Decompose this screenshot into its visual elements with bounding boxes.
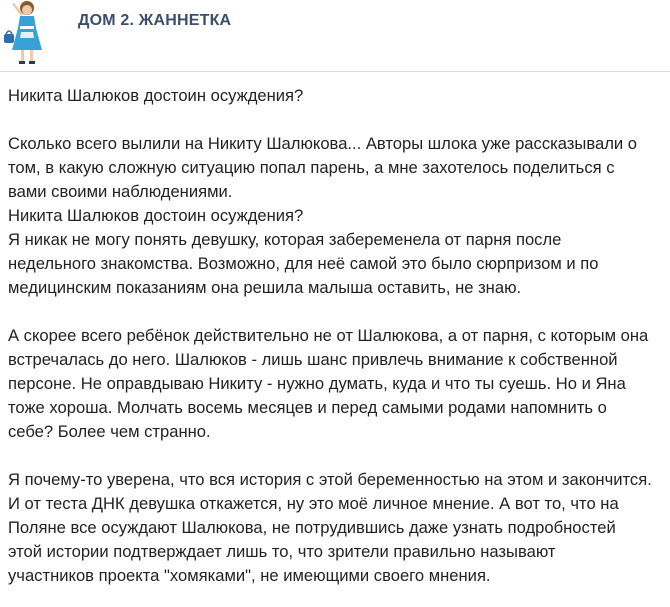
article-line: том, в какую сложную ситуацию попал парень, а мне захотелось поделиться с <box>8 158 615 177</box>
paragraph-gap <box>8 444 664 468</box>
article-line: участников проекта "хомяками", не имеющими своего мнения. <box>8 566 491 585</box>
channel-header <box>0 0 670 72</box>
paragraph-gap <box>8 108 664 132</box>
article-line: вами своими наблюдениями. <box>8 182 233 201</box>
article-line: встречалась до него. Шалюков - лишь шанс привлечь внимание к собственной <box>8 350 618 369</box>
article-line: Я никак не могу понять девушку, которая забеременела от парня после <box>8 230 562 249</box>
channel-title[interactable]: ДОМ 2. ЖАННЕТКА <box>78 12 232 29</box>
article-body <box>8 84 664 588</box>
article-line: этой истории подтверждает лишь то, что зрители правильно называют <box>8 542 556 561</box>
article-line: Никита Шалюков достоин осуждения? <box>8 86 304 105</box>
article-line: медицинским показаниям она решила малыша оставить, не знаю. <box>8 278 522 297</box>
article-line: Я почему-то уверена, что вся история с этой беременностью на этом и закончится. <box>8 470 652 489</box>
article-line: И от теста ДНК девушка откажется, ну это моё личное мнение. А вот то, что на <box>8 494 619 513</box>
article-line: тоже хороша. Молчать восемь месяцев и перед самыми родами напомнить о <box>8 398 607 417</box>
article-line: А скорее всего ребёнок действительно не от Шалюкова, а от парня, с которым она <box>8 326 649 345</box>
article-line: персоне. Не оправдываю Никиту - нужно думать, куда и что ты суешь. Но и Яна <box>8 374 626 393</box>
paragraph-gap <box>8 300 664 324</box>
girl-figure-avatar-icon[interactable] <box>0 0 54 66</box>
article-line: недельного знакомства. Возможно, для неё самой это было сюрпризом и по <box>8 254 599 273</box>
article-line: Никита Шалюков достоин осуждения? <box>8 206 304 225</box>
article-line: Сколько всего вылили на Никиту Шалюкова... Авторы шлока уже рассказывали о <box>8 134 637 153</box>
article-line: Поляне все осуждают Шалюкова, не потрудившись даже узнать подробностей <box>8 518 616 537</box>
article-line: себе? Более чем странно. <box>8 422 211 441</box>
